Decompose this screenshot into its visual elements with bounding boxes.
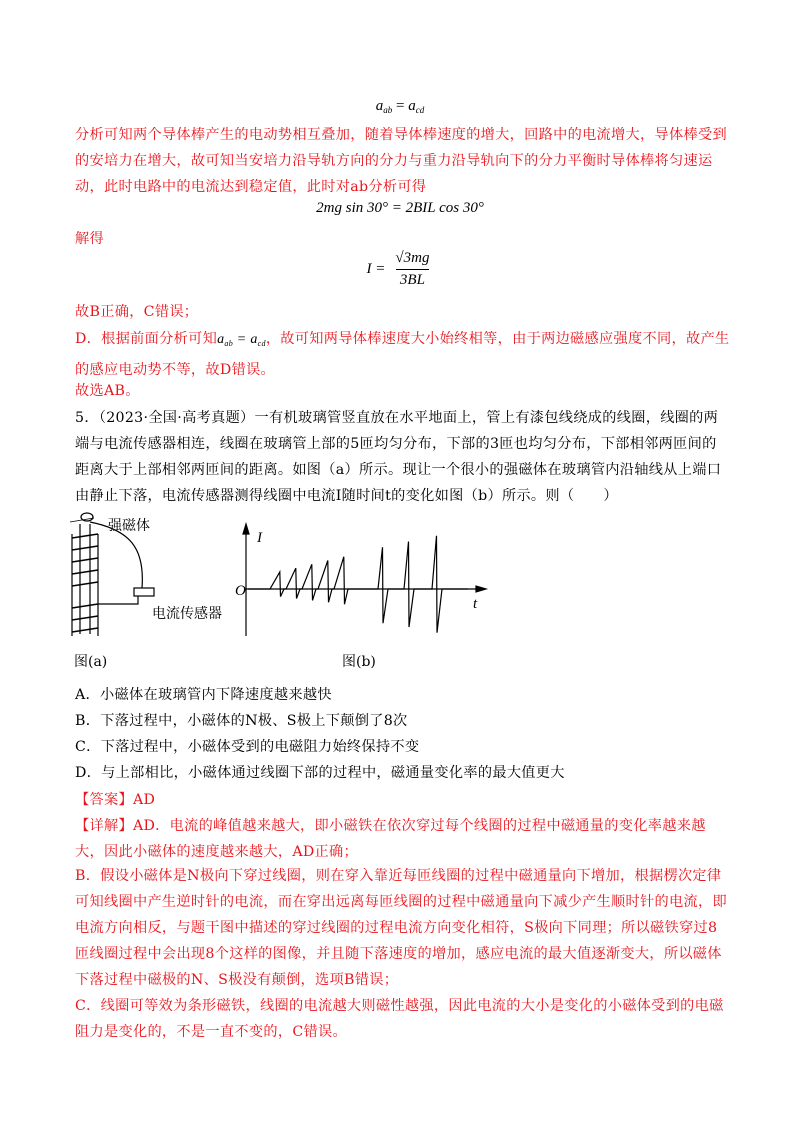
formula-a-equal [0,98,800,115]
choose-ab-text: 故选AB。 [75,383,140,399]
origin-label: O [235,583,246,599]
answer-text: 【答案】AD [75,792,156,808]
d-inline-formula: $a_{ab} = a_{cd}$ [217,332,266,348]
formula-lhs: a [375,98,384,114]
y-axis-label: I [257,530,262,546]
figure-a-caption: 图(a) [74,654,108,670]
option-b: B．下落过程中，小磁体的N极、S极上下颠倒了8次 [75,713,408,729]
x-axis-arrow [476,586,486,592]
formula-current-denominator: 3BL [396,269,429,289]
sensor-label: 电流传感器 [152,606,222,622]
detail-b: B．假设小磁体是N极向下穿过线圈，则在穿入靠近每匝线圈的过程中磁通量向下增加，根据楞次定律可知线圈中产生逆时针的电流，而在穿出远离每匝线圈的过程中磁通量向下减少产生顺时针的电流，即电流方向相反，与题干图中描述的穿过线圈的过程电流方向变化相符，S极向下同理；所以磁铁穿过8匝线圈过程中会出现8个这样的图像，并且随下落速度的增加，感应电流的最大值逐渐变大，所以磁体下落过程中磁极的N、S极没有颠倒，选项B错误； [75,868,727,988]
formula-lhs-sub: ab [383,105,393,115]
question-5-text: 5．（2023·全国·高考真题）一有机玻璃管竖直放在水平地面上，管上有漆包线绕成的线圈，线圈的两端与电流传感器相连，线圈在玻璃管上部的5匝均匀分布，下部的3匝也均匀分布，下部相邻两匝间的距离大于上部相邻两匝间的距离。如图（a）所示。现让一个很小的强磁体在玻璃管内沿轴线从上端口由静止下落，电流传感器测得线圈中电流I随时间t的变化如图（b）所示。则（ ） [75,410,722,504]
formula-current [0,250,800,289]
formula-rhs: a [408,98,416,114]
magnet-label: 强磁体 [108,518,150,534]
analysis-paragraph: 分析可知两个导体棒产生的电动势相互叠加，随着导体棒速度的增大，回路中的电流增大，导体棒受到的安培力在增大，故可知当安培力沿导轨方向的分力与重力沿导轨向下的分力平衡时导体棒将匀速运动，此时电路中的电流达到稳定值，此时对ab分析可得 [75,127,727,195]
d-option-analysis [75,326,730,383]
figure-b-caption: 图(b) [342,654,376,670]
formula-balance: 2mg sin 30° = 2BIL cos 30° [316,200,484,216]
option-c: C．下落过程中，小磁体受到的电磁阻力始终保持不变 [75,739,420,755]
d-option-post: ，故可知两导体棒速度大小始终相等，由于两边磁感应强度不同，故产生的感应电动势不等，故D错误。 [75,331,730,378]
x-axis-label: t [473,596,478,612]
y-axis-arrow [243,524,249,534]
detail-c: C．线圈可等效为条形磁铁，线圈的电流越大则磁性越强，因此电流的大小是变化的小磁体受到的电磁阻力是变化的，不是一直不变的，C错误。 [75,998,724,1040]
b-correct-text: 故B正确，C错误； [75,304,199,320]
formula-rhs-sub: cd [415,105,425,115]
figure-area [60,508,500,673]
d-option-pre: D．根据前面分析可知 [75,331,218,347]
current-pulses [248,536,468,633]
option-a: A．小磁体在玻璃管内下降速度越来越快 [75,687,332,703]
formula-current-lhs: I = [366,261,386,277]
solve-label: 解得 [75,231,104,247]
formula-eq: = [392,98,409,114]
formula-current-numerator: √3mg [395,250,430,266]
current-series-line [248,536,468,633]
detail-ad: 【详解】AD．电流的峰值越来越大，即小磁铁在依次穿过每个线圈的过程中磁通量的变化率越来越大，因此小磁体的速度越来越大，AD正确； [75,818,706,860]
option-d: D．与上部相比，小磁体通过线圈下部的过程中，磁通量变化率的最大值更大 [75,765,565,781]
